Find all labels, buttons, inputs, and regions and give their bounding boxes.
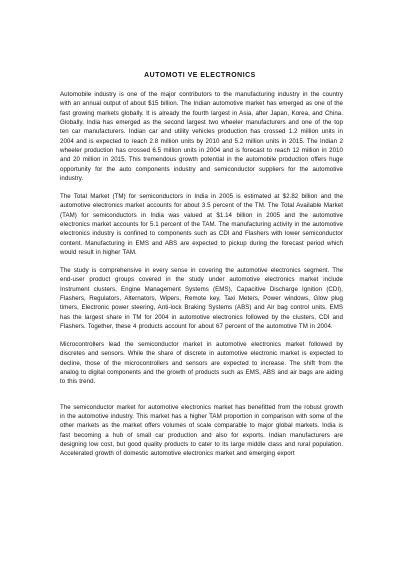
document-title: AUTOMOTI VE ELECTRONICS xyxy=(144,72,256,79)
paragraph-study-scope: The study is comprehensive in every sense in covering the automotive electronics segment. The end-user product groups covered in the study under automotive electronics market include Instrument clusters, Engine Management Systems (EMS), Capacitive Discharge Ignition (CDI), Flashers, Regulators, Alternators, Wipers, Remote key, Taxi Meters, Power windows, Glow plug timers, Electronic power steering, Anti-lock Braking Systems (ABS) and Air bag control units. EMS has the largest share in TM for 2004 in automotive electronics followed by the clusters, CDI and Flashers. Together, these 4 products account for about 67 percent of the automotive TM in 2004. xyxy=(60,267,343,331)
paragraph-market-growth: The semiconductor market for automotive electronics market has benefitted from the robust growth in the automotive industry. This market has a higher TAM proportion in comparison with some of the other markets as the market offers volumes of scale comparable to major global markets. India is fast becoming a hub of small car production and also for exports. Indian manufacturers are designing low cost, but good quality products to cater to its large middle class and rural population. Accelerated growth of domestic automotive electronics market and emerging export xyxy=(60,403,343,458)
document-body xyxy=(60,90,343,467)
paragraph-market-size: The Total Market (TM) for semiconductors in India in 2005 is estimated at $2.82 billion and the automotive electronics market accounts for about 3.5 percent of the TM. The Total Available Market (TAM) for semiconductors in India was valued at $1.14 billion in 2005 and the automotive electronics market accounts for 5.1 percent of the TAM. The manufacturing activity in the automotive electronics industry is confined to components such as CDI and Flashers with lower semiconductor content. Manufacturing in EMS and ABS are expected to pickup during the forecast period which would result in higher TAM. xyxy=(60,193,343,257)
paragraph-microcontrollers: Microcontrollers lead the semiconductor market in automotive electronics market followed by discretes and sensors. While the share of discrete in automotive electronic market is expected to decline, those of the microcontrollers and sensors are expected to increase. The shift from the analog to digital components and the growth of products such as EMS, ABS and air bags are aiding to this trend. xyxy=(60,341,343,386)
paragraph-industry-overview: Automobile industry is one of the major contributors to the manufacturing industry in the country with an annual output of about $15 billion. The Indian automotive market has emerged as one of the fast growing markets globally. It is already the fourth largest in Asia, after Japan, Korea, and China. Globally, India has emerged as the second largest two wheeler manufacturers and one of the top ten car manufacturers. Indian car and utility vehicles production has crossed 1.2 million units in 2004 and is expected to reach 2.8 million units by 2010 and 5.2 million units in 2015. The Indian 2 wheeler production has crossed 6.5 million units in 2004 and is forecast to reach 12 million in 2010 and 20 million in 2015. This tremendous growth potential in the automobile production offers huge opportunity for the auto components industry and semiconductor suppliers for the automotive industry. xyxy=(60,91,343,183)
